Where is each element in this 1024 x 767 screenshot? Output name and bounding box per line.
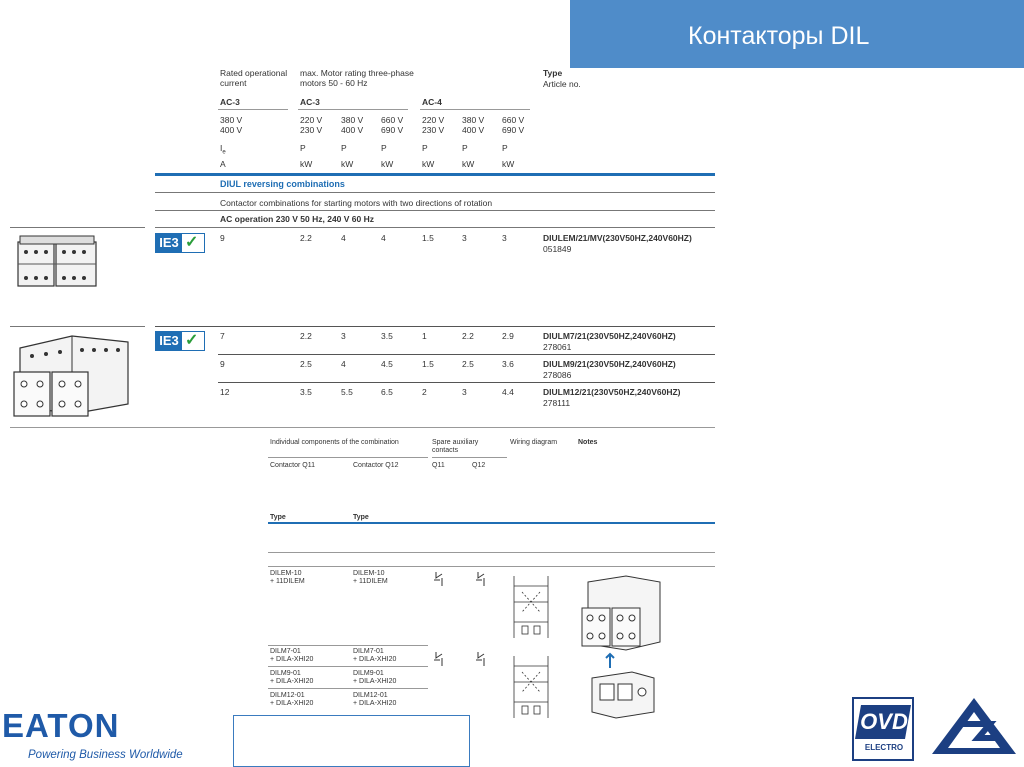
row4-v1: 3.5 — [300, 387, 312, 397]
header-motor-rating: max. Motor rating three-phase motors 50 - 60 Hz — [300, 68, 414, 88]
header-kw3: kW — [381, 159, 394, 169]
ovd-subtitle: ELECTRO — [864, 743, 904, 752]
row4-article: 278111 — [543, 398, 571, 408]
row2-article: 278061 — [543, 342, 572, 352]
q12-header: Q12 — [472, 462, 486, 469]
header-ie: $I_e$ — [220, 143, 226, 156]
row3-current: 9 — [220, 359, 225, 369]
contactor-assembly-drawing — [576, 572, 666, 722]
comp-row4-q11b: + DILA-XHI20 — [270, 700, 314, 707]
row3-v3: 4.5 — [381, 359, 393, 369]
header-volt-380: 380 V — [220, 115, 243, 125]
check-icon: ✓ — [185, 234, 199, 251]
header-p5: P — [462, 143, 468, 153]
header-p6: P — [502, 143, 508, 153]
header-rule — [155, 173, 715, 176]
row3-v6: 3.6 — [502, 359, 514, 369]
comp-row4-q12b: + DILA-XHI20 — [353, 700, 397, 707]
row2-type: DIULM7/21(230V50HZ,240V60HZ) — [543, 331, 676, 341]
row2-v5: 2.2 — [462, 331, 474, 341]
header-ac3: AC-3 — [220, 97, 240, 107]
contactor-q11-header: Contactor Q11 — [270, 462, 316, 469]
row1-v5: 3 — [462, 233, 467, 243]
comp-row4-q12a: DILM12-01 — [353, 692, 388, 699]
header-kw5: kW — [462, 159, 475, 169]
wiring-diagram-2 — [508, 652, 554, 724]
header-c4b: 230 V — [422, 125, 445, 135]
header-p2: P — [341, 143, 347, 153]
aux-contact-symbol-2 — [432, 650, 492, 670]
header-c4a: 220 V — [422, 115, 445, 125]
comp-row3-q12b: + DILA-XHI20 — [353, 678, 397, 685]
wiring-heading: Wiring diagram — [510, 439, 558, 446]
row2-v4: 1 — [422, 331, 427, 341]
row4-v5: 3 — [462, 387, 467, 397]
row3-v4: 1.5 — [422, 359, 434, 369]
header-ac3-motor: AC-3 — [300, 97, 320, 107]
row1-v6: 3 — [502, 233, 507, 243]
header-c3b: 690 V — [381, 125, 404, 135]
row1-type: DIULEM/21/MV(230V50HZ,240V60HZ) — [543, 233, 692, 243]
components-rule — [268, 522, 715, 524]
header-type: Type — [543, 68, 563, 78]
notes-box — [233, 715, 470, 767]
row2-current: 7 — [220, 331, 225, 341]
header-kw2: kW — [341, 159, 354, 169]
components-heading: Individual components of the combination — [270, 439, 399, 446]
comp-row2-q11b: + DILA-XHI20 — [270, 656, 314, 663]
header-c1b: 230 V — [300, 125, 323, 135]
spare-contacts-heading: Spare auxiliary contacts — [432, 439, 479, 454]
header-p4: P — [422, 143, 428, 153]
row1-article: 051849 — [543, 244, 572, 254]
header-c6a: 660 V — [502, 115, 525, 125]
row2-v3: 3.5 — [381, 331, 393, 341]
header-c5b: 400 V — [462, 125, 485, 135]
row4-v4: 2 — [422, 387, 427, 397]
section-title: DIUL reversing combinations — [220, 179, 345, 189]
check-icon: ✓ — [185, 332, 199, 349]
header-ac4: AC-4 — [422, 97, 442, 107]
row1-v2: 4 — [341, 233, 346, 243]
header-kw6: kW — [502, 159, 515, 169]
row4-v6: 4.4 — [502, 387, 514, 397]
contactor-photo-small — [12, 232, 102, 292]
row3-v1: 2.5 — [300, 359, 312, 369]
eaton-tagline: Powering Business Worldwide — [28, 749, 183, 761]
comp-row1-q12a: DILEM-10 — [353, 570, 385, 577]
comp-row2-q12a: DILM7-01 — [353, 648, 384, 655]
type-header-2: Type — [353, 514, 369, 521]
header-c2b: 400 V — [341, 125, 364, 135]
ie3-badge: IE3 ✓ — [155, 233, 205, 253]
row4-v3: 6.5 — [381, 387, 393, 397]
header-unit-a: A — [220, 159, 226, 169]
title-banner — [570, 0, 1024, 68]
ovd-wordmark: OVD — [860, 709, 908, 734]
header-p3: P — [381, 143, 387, 153]
row3-type: DIULM9/21(230V50HZ,240V60HZ) — [543, 359, 676, 369]
row3-v5: 2.5 — [462, 359, 474, 369]
comp-row3-q12a: DILM9-01 — [353, 670, 384, 677]
row1-v3: 4 — [381, 233, 386, 243]
row1-v1: 2.2 — [300, 233, 312, 243]
contactor-photo-large — [12, 330, 132, 422]
comp-row1-q11a: DILEM-10 — [270, 570, 302, 577]
row3-article: 278086 — [543, 370, 572, 380]
eaton-logo — [2, 707, 183, 764]
row1-current: 9 — [220, 233, 225, 243]
q11-header: Q11 — [432, 462, 445, 469]
header-c3a: 660 V — [381, 115, 404, 125]
contactor-q12-header: Contactor Q12 — [353, 462, 399, 469]
section-description: Contactor combinations for starting motors with two directions of rotation — [220, 198, 493, 208]
row4-v2: 5.5 — [341, 387, 353, 397]
header-volt-400: 400 V — [220, 125, 243, 135]
comp-row2-q11a: DILM7-01 — [270, 648, 301, 655]
ac-operation: AC operation 230 V 50 Hz, 240 V 60 Hz — [220, 214, 375, 224]
row4-type: DIULM12/21(230V50HZ,240V60HZ) — [543, 387, 681, 397]
wiring-diagram-1 — [508, 572, 554, 644]
header-c6b: 690 V — [502, 125, 525, 135]
row3-v2: 4 — [341, 359, 346, 369]
header-kw4: kW — [422, 159, 435, 169]
page-title: Контакторы DIL — [688, 22, 870, 50]
ovd-logo — [852, 697, 914, 761]
comp-row1-q11b: + 11DILEM — [270, 578, 305, 585]
ie3-badge-2: IE3 ✓ — [155, 331, 205, 351]
header-c2a: 380 V — [341, 115, 364, 125]
comp-row3-q11b: + DILA-XHI20 — [270, 678, 314, 685]
header-kw1: kW — [300, 159, 313, 169]
notes-heading: Notes — [578, 439, 598, 446]
header-rated-current: Rated operational current — [220, 68, 288, 88]
comp-row1-q12b: + 11DILEM — [353, 578, 388, 585]
row2-v1: 2.2 — [300, 331, 312, 341]
aux-contact-symbol-1 — [432, 570, 492, 590]
comp-row3-q11a: DILM9-01 — [270, 670, 301, 677]
comp-row4-q11a: DILM12-01 — [270, 692, 305, 699]
row2-v6: 2.9 — [502, 331, 514, 341]
company-triangle-logo — [928, 694, 1020, 760]
row1-v4: 1.5 — [422, 233, 434, 243]
row4-current: 12 — [220, 387, 230, 397]
header-c1a: 220 V — [300, 115, 323, 125]
header-article: Article no. — [543, 79, 581, 89]
row2-v2: 3 — [341, 331, 346, 341]
comp-row2-q12b: + DILA-XHI20 — [353, 656, 397, 663]
eaton-wordmark: EATON — [2, 707, 120, 744]
header-c5a: 380 V — [462, 115, 485, 125]
type-header-1: Type — [270, 514, 286, 521]
header-p1: P — [300, 143, 306, 153]
